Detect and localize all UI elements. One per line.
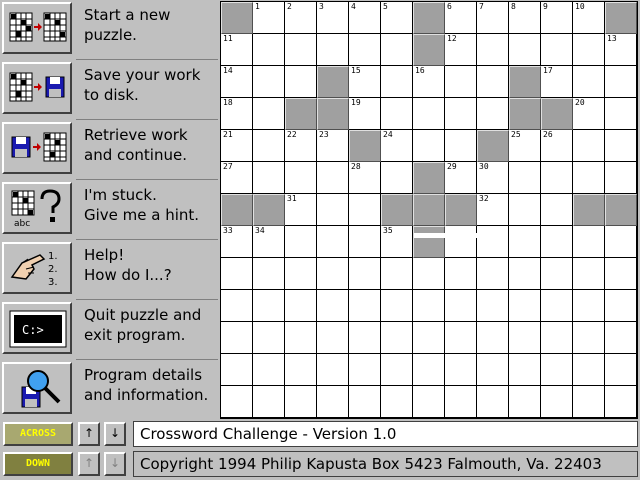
clue-number: 2: [287, 2, 292, 11]
menu-label-line2: Give me a hint.: [84, 206, 200, 224]
next-down-clue-down-arrow-icon[interactable]: ↓: [104, 452, 126, 476]
grid-cell[interactable]: [221, 354, 253, 386]
grid-cell[interactable]: [541, 386, 573, 418]
menu-label-line2: and information.: [84, 386, 209, 404]
clue-number: 24: [383, 130, 393, 139]
grid-cell[interactable]: [349, 354, 381, 386]
grid-cell[interactable]: [253, 258, 285, 290]
across-clue-text: Crossword Challenge - Version 1.0: [133, 421, 638, 447]
grid-cell[interactable]: [349, 258, 381, 290]
grid-cell[interactable]: [285, 322, 317, 354]
menu-label-line1: Program details: [84, 366, 203, 384]
clue-number: 5: [383, 2, 388, 11]
grid-cell[interactable]: [541, 226, 573, 258]
grid-cell[interactable]: [477, 162, 509, 194]
grid-cell[interactable]: [605, 258, 637, 290]
grid-cell[interactable]: [445, 258, 477, 290]
grid-block: [317, 66, 349, 98]
grid-cell[interactable]: [381, 34, 413, 66]
grid-cell[interactable]: [349, 290, 381, 322]
grid-block: [221, 2, 253, 34]
next-clue-down-arrow-icon[interactable]: ↓: [104, 422, 126, 446]
grid-cell[interactable]: [605, 226, 637, 258]
grid-cell[interactable]: [541, 354, 573, 386]
grid-block: [317, 98, 349, 130]
clue-number: 7: [479, 2, 484, 11]
grid-cell[interactable]: [445, 290, 477, 322]
grid-cell[interactable]: [541, 34, 573, 66]
grid-cell[interactable]: [573, 226, 605, 258]
grid-cell[interactable]: [413, 290, 445, 322]
grid-cell[interactable]: [541, 130, 573, 162]
grid-cell[interactable]: [349, 98, 381, 130]
clue-number: 34: [255, 226, 265, 235]
grid-cell[interactable]: [253, 226, 285, 258]
grid-cell[interactable]: [253, 386, 285, 418]
clue-number: 17: [543, 66, 553, 75]
info-icon: [8, 367, 68, 409]
grid-cell[interactable]: [509, 34, 541, 66]
clue-number: 3: [319, 2, 324, 11]
clue-bar: [0, 420, 640, 480]
grid-cell[interactable]: [413, 354, 445, 386]
grid-cell[interactable]: [541, 290, 573, 322]
grid-cell[interactable]: [573, 66, 605, 98]
grid-cell[interactable]: [349, 194, 381, 226]
grid-block: [573, 194, 605, 226]
retrieve-button[interactable]: [2, 122, 72, 174]
grid-cell[interactable]: [253, 322, 285, 354]
previous-clue-up-arrow-icon[interactable]: ↑: [78, 422, 100, 446]
grid-cell[interactable]: [349, 34, 381, 66]
clue-number: 27: [223, 162, 233, 171]
save-icon: [8, 67, 68, 109]
grid-block: [509, 66, 541, 98]
grid-cell[interactable]: [381, 98, 413, 130]
menu-label-line2: How do I...?: [84, 266, 172, 284]
grid-block: [221, 194, 253, 226]
crossword-grid[interactable]: [221, 2, 638, 418]
help-step-2: 2.: [48, 264, 58, 275]
menu-label-line2: and continue.: [84, 146, 187, 164]
grid-cell[interactable]: [541, 194, 573, 226]
grid-block: [605, 194, 637, 226]
grid-cell[interactable]: [253, 354, 285, 386]
grid-cell[interactable]: [477, 34, 509, 66]
hint-icon-text: abc: [14, 219, 31, 229]
grid-cell[interactable]: [477, 290, 509, 322]
grid-cell[interactable]: [349, 66, 381, 98]
grid-cell[interactable]: [509, 130, 541, 162]
grid-cell[interactable]: [285, 34, 317, 66]
retrieve-icon: [8, 127, 68, 169]
grid-cell[interactable]: [221, 162, 253, 194]
grid-cell[interactable]: [605, 66, 637, 98]
grid-cell[interactable]: [477, 386, 509, 418]
clue-number: 1: [255, 2, 260, 11]
grid-cell[interactable]: [605, 386, 637, 418]
grid-cell[interactable]: [221, 258, 253, 290]
menu-panel: [0, 0, 220, 420]
grid-cell[interactable]: [413, 322, 445, 354]
grid-cell[interactable]: [541, 162, 573, 194]
grid-cell[interactable]: [317, 354, 349, 386]
clue-number: 13: [607, 34, 617, 43]
grid-cell[interactable]: [605, 130, 637, 162]
grid-cell[interactable]: [509, 2, 541, 34]
grid-cell[interactable]: [477, 322, 509, 354]
entry-cursor: [414, 233, 478, 238]
grid-cell[interactable]: [445, 162, 477, 194]
grid-cell[interactable]: [253, 290, 285, 322]
grid-cell[interactable]: [285, 226, 317, 258]
clue-number: 29: [447, 162, 457, 171]
previous-down-clue-up-arrow-icon[interactable]: ↑: [78, 452, 100, 476]
grid-block: [381, 194, 413, 226]
grid-cell[interactable]: [221, 386, 253, 418]
down-clue-text: Copyright 1994 Philip Kapusta Box 5423 Falmouth, Va. 22403: [133, 451, 638, 477]
grid-block: [605, 2, 637, 34]
grid-block: [253, 194, 285, 226]
grid-block: [413, 34, 445, 66]
clue-number: 8: [511, 2, 516, 11]
down-button[interactable]: DOWN: [3, 452, 73, 476]
grid-cell[interactable]: [573, 34, 605, 66]
grid-block: [445, 194, 477, 226]
grid-cell[interactable]: [221, 322, 253, 354]
clue-number: 30: [479, 162, 489, 171]
grid-cell[interactable]: [253, 130, 285, 162]
quit-button[interactable]: [2, 302, 72, 354]
grid-cell[interactable]: [413, 98, 445, 130]
grid-cell[interactable]: [541, 258, 573, 290]
across-button[interactable]: ACROSS: [3, 422, 73, 446]
grid-cell[interactable]: [477, 66, 509, 98]
quit-icon: [8, 307, 68, 349]
grid-cell[interactable]: [317, 2, 349, 34]
clue-number: 15: [351, 66, 361, 75]
clue-number: 21: [223, 130, 233, 139]
menu-label-line1: Start a new: [84, 6, 171, 24]
grid-cell[interactable]: [445, 322, 477, 354]
help-icon: [8, 247, 68, 289]
grid-cell[interactable]: [221, 290, 253, 322]
grid-cell[interactable]: [253, 34, 285, 66]
clue-number: 32: [479, 194, 489, 203]
grid-cell[interactable]: [221, 130, 253, 162]
grid-cell[interactable]: [253, 66, 285, 98]
grid-cell[interactable]: [317, 226, 349, 258]
grid-cell[interactable]: [445, 66, 477, 98]
grid-block: [413, 226, 445, 258]
menu-label-line1: Help!: [84, 246, 125, 264]
grid-cell[interactable]: [445, 130, 477, 162]
grid-cell[interactable]: [509, 226, 541, 258]
grid-cell[interactable]: [381, 226, 413, 258]
grid-cell[interactable]: [349, 2, 381, 34]
grid-cell[interactable]: [477, 258, 509, 290]
grid-cell[interactable]: [413, 386, 445, 418]
grid-block: [477, 130, 509, 162]
grid-cell[interactable]: [573, 290, 605, 322]
grid-cell[interactable]: [445, 354, 477, 386]
grid-cell[interactable]: [573, 98, 605, 130]
grid-cell[interactable]: [445, 386, 477, 418]
clue-number: 10: [575, 2, 585, 11]
menu-label-line2: to disk.: [84, 86, 139, 104]
grid-cell[interactable]: [477, 226, 509, 258]
save-button[interactable]: [2, 62, 72, 114]
grid-cell[interactable]: [573, 130, 605, 162]
grid-cell[interactable]: [285, 258, 317, 290]
grid-cell[interactable]: [349, 386, 381, 418]
grid-cell[interactable]: [573, 258, 605, 290]
clue-number: 4: [351, 2, 356, 11]
grid-cell[interactable]: [317, 34, 349, 66]
grid-cell[interactable]: [285, 130, 317, 162]
save-menu-item[interactable]: [0, 60, 220, 120]
grid-cell[interactable]: [349, 226, 381, 258]
clue-number: 16: [415, 66, 425, 75]
new-puzzle-button[interactable]: [2, 2, 72, 54]
clue-number: 22: [287, 130, 297, 139]
help-button[interactable]: [2, 242, 72, 294]
grid-cell[interactable]: [573, 2, 605, 34]
grid-block: [413, 2, 445, 34]
grid-cell[interactable]: [317, 162, 349, 194]
grid-cell[interactable]: [253, 98, 285, 130]
clue-number: 12: [447, 34, 457, 43]
grid-cell[interactable]: [605, 34, 637, 66]
grid-cell[interactable]: [509, 162, 541, 194]
grid-cell[interactable]: [573, 354, 605, 386]
grid-cell[interactable]: [221, 226, 253, 258]
quit-menu-item[interactable]: [0, 300, 220, 360]
grid-cell[interactable]: [221, 66, 253, 98]
grid-cell[interactable]: [605, 98, 637, 130]
grid-cell[interactable]: [253, 2, 285, 34]
grid-cell[interactable]: [509, 386, 541, 418]
grid-cell[interactable]: [381, 66, 413, 98]
new-puzzle-menu-item[interactable]: [0, 0, 220, 60]
grid-cell[interactable]: [381, 322, 413, 354]
clue-number: 31: [287, 194, 297, 203]
menu-label-line2: puzzle.: [84, 26, 137, 44]
grid-cell[interactable]: [285, 2, 317, 34]
hint-icon: [8, 187, 68, 229]
grid-cell[interactable]: [381, 130, 413, 162]
grid-cell[interactable]: [509, 290, 541, 322]
help-step-3: 3.: [48, 277, 58, 288]
grid-cell[interactable]: [285, 290, 317, 322]
grid-cell[interactable]: [381, 2, 413, 34]
grid-block: [285, 98, 317, 130]
clue-number: 35: [383, 226, 393, 235]
grid-cell[interactable]: [541, 322, 573, 354]
grid-cell[interactable]: [605, 354, 637, 386]
grid-cell[interactable]: [317, 386, 349, 418]
menu-label-line2: exit program.: [84, 326, 186, 344]
grid-cell[interactable]: [413, 66, 445, 98]
grid-cell[interactable]: [477, 2, 509, 34]
grid-cell[interactable]: [605, 322, 637, 354]
grid-cell[interactable]: [381, 162, 413, 194]
grid-cell[interactable]: [477, 354, 509, 386]
grid-cell[interactable]: [317, 194, 349, 226]
grid-cell[interactable]: [509, 258, 541, 290]
grid-cell[interactable]: [477, 98, 509, 130]
grid-cell[interactable]: [285, 66, 317, 98]
clue-number: 23: [319, 130, 329, 139]
grid-cell[interactable]: [541, 66, 573, 98]
grid-cell[interactable]: [573, 162, 605, 194]
grid-block: [413, 194, 445, 226]
grid-cell[interactable]: [413, 130, 445, 162]
grid-cell[interactable]: [445, 34, 477, 66]
grid-cell[interactable]: [381, 258, 413, 290]
retrieve-menu-item[interactable]: [0, 120, 220, 180]
menu-label-line1: Save your work: [84, 66, 201, 84]
clue-number: 9: [543, 2, 548, 11]
grid-cell[interactable]: [381, 290, 413, 322]
clue-number: 26: [543, 130, 553, 139]
grid-cell[interactable]: [445, 98, 477, 130]
grid-cell[interactable]: [349, 322, 381, 354]
clue-number: 20: [575, 98, 585, 107]
clue-number: 28: [351, 162, 361, 171]
menu-label-line1: Retrieve work: [84, 126, 188, 144]
grid-cell[interactable]: [317, 258, 349, 290]
info-menu-item[interactable]: [0, 360, 220, 420]
new-puzzle-icon: [8, 7, 68, 49]
grid-cell[interactable]: [285, 354, 317, 386]
grid-cell[interactable]: [221, 98, 253, 130]
grid-cell[interactable]: [445, 2, 477, 34]
grid-cell[interactable]: [541, 2, 573, 34]
grid-cell[interactable]: [573, 386, 605, 418]
grid-cell[interactable]: [221, 34, 253, 66]
grid-cell[interactable]: [477, 194, 509, 226]
clue-number: 6: [447, 2, 452, 11]
menu-label-line1: Quit puzzle and: [84, 306, 202, 324]
grid-cell[interactable]: [317, 130, 349, 162]
grid-cell[interactable]: [509, 194, 541, 226]
info-button[interactable]: [2, 362, 72, 414]
clue-number: 14: [223, 66, 233, 75]
grid-cell[interactable]: [381, 354, 413, 386]
clue-number: 25: [511, 130, 521, 139]
clue-number: 33: [223, 226, 233, 235]
hint-button[interactable]: [2, 182, 72, 234]
clue-number: 18: [223, 98, 233, 107]
prompt-text: C:>: [22, 323, 44, 337]
clue-number: 11: [223, 34, 233, 43]
grid-cell[interactable]: [509, 354, 541, 386]
grid-cell[interactable]: [573, 322, 605, 354]
grid-cell[interactable]: [285, 194, 317, 226]
grid-cell[interactable]: [413, 258, 445, 290]
grid-block: [509, 98, 541, 130]
grid-cell[interactable]: [317, 290, 349, 322]
grid-cell[interactable]: [285, 386, 317, 418]
grid-block: [349, 130, 381, 162]
grid-cell[interactable]: [381, 386, 413, 418]
help-step-1: 1.: [48, 251, 58, 262]
menu-label-line1: I'm stuck.: [84, 186, 157, 204]
help-menu-item[interactable]: [0, 240, 220, 300]
grid-cell[interactable]: [317, 322, 349, 354]
grid-cell[interactable]: [509, 322, 541, 354]
grid-block: [413, 162, 445, 194]
hint-menu-item[interactable]: [0, 180, 220, 240]
grid-cell[interactable]: [605, 290, 637, 322]
grid-cell[interactable]: [285, 162, 317, 194]
grid-cell[interactable]: [349, 162, 381, 194]
clue-number: 19: [351, 98, 361, 107]
grid-block: [541, 98, 573, 130]
grid-cell[interactable]: [605, 162, 637, 194]
grid-cell[interactable]: [445, 226, 477, 258]
grid-cell[interactable]: [253, 162, 285, 194]
